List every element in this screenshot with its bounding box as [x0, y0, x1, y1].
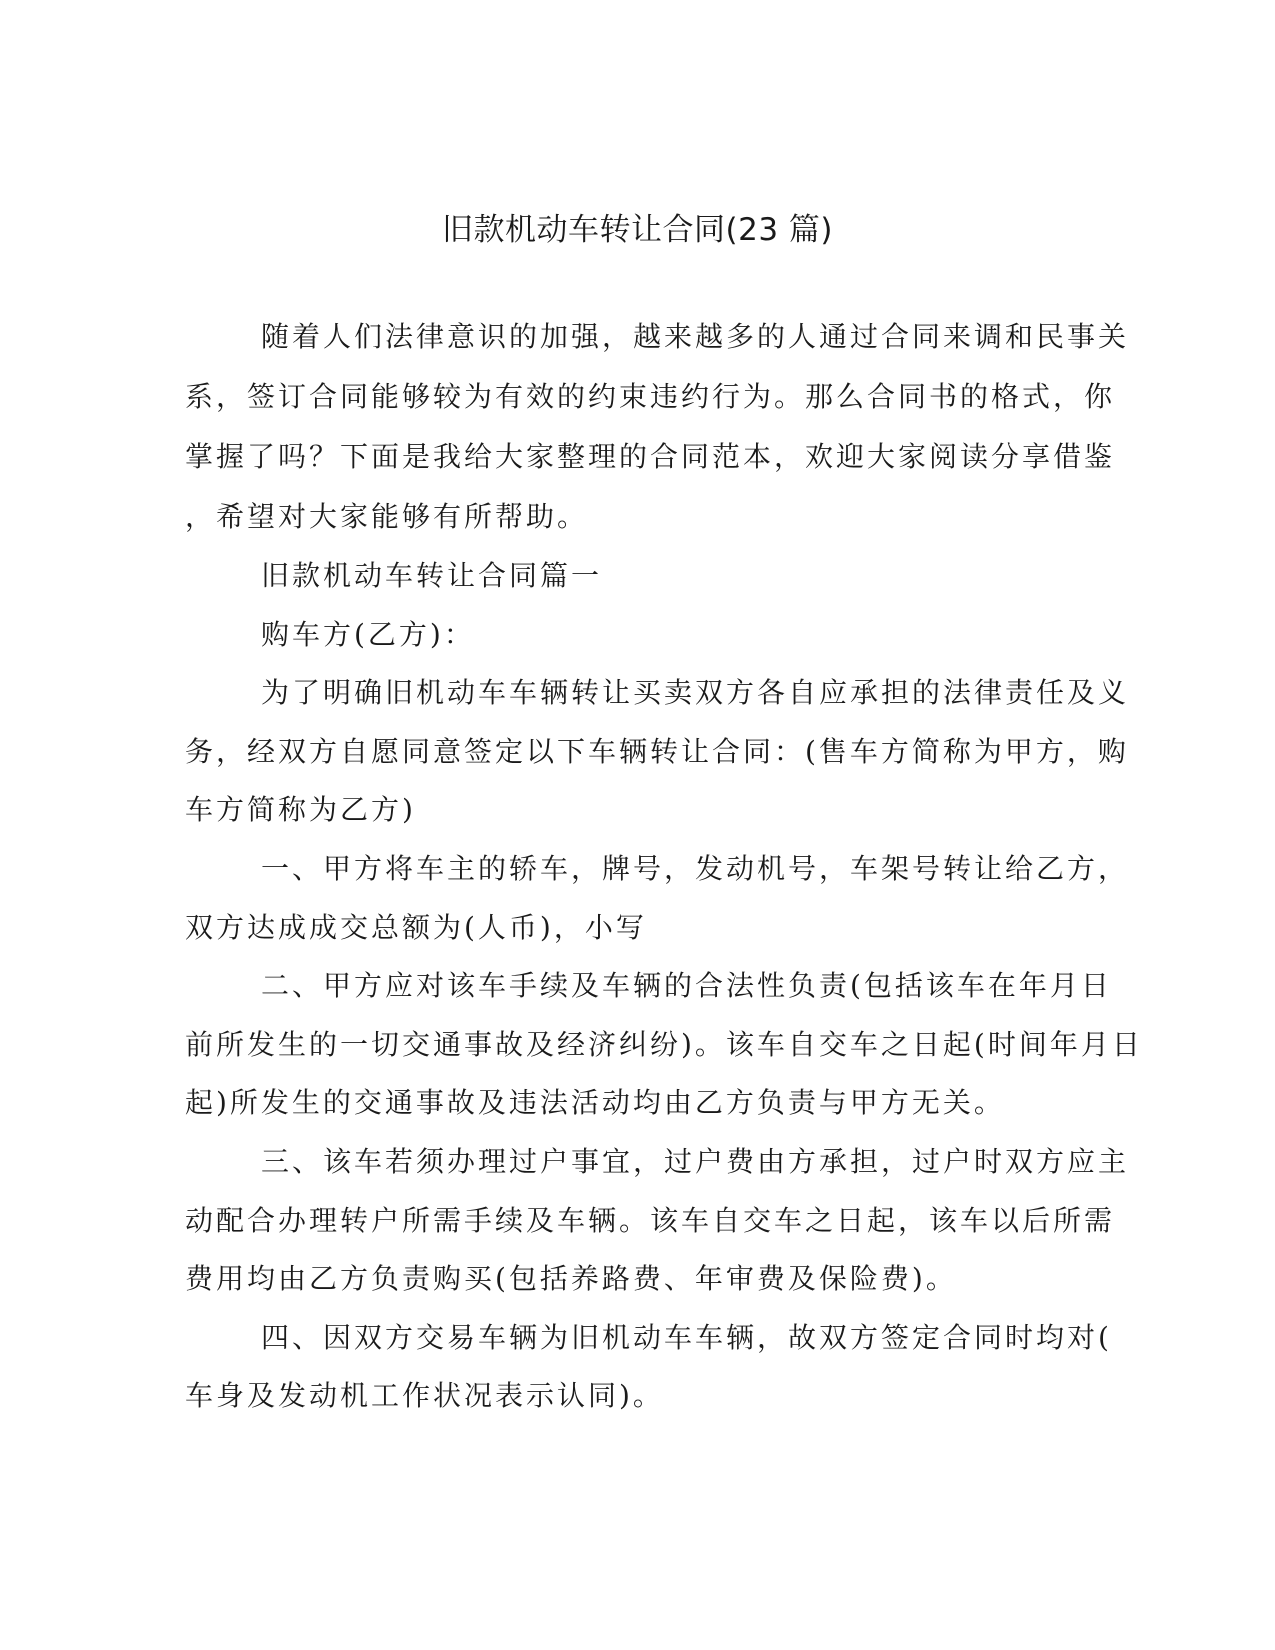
paragraph-line: 双方达成成交总额为(人币)，小写 [185, 911, 647, 944]
paragraph-line: 动配合办理转户所需手续及车辆。该车自交车之日起，该车以后所需 [185, 1204, 1116, 1237]
paragraph-line: 车身及发动机工作状况表示认同)。 [185, 1379, 664, 1412]
paragraph-line: 系，签订合同能够较为有效的约束违约行为。那么合同书的格式，你 [185, 380, 1116, 413]
paragraph-line: 为了明确旧机动车车辆转让买卖双方各自应承担的法律责任及义 [261, 676, 1130, 709]
section-heading: 旧款机动车转让合同篇一 [261, 559, 603, 592]
paragraph-line: 费用均由乙方负责购买(包括养路费、年审费及保险费)。 [185, 1262, 957, 1295]
paragraph-line: 掌握了吗？下面是我给大家整理的合同范本，欢迎大家阅读分享借鉴 [185, 440, 1116, 473]
paragraph-line: 一、甲方将车主的轿车，牌号，发动机号，车架号转让给乙方， [261, 852, 1130, 885]
paragraph-line: 起)所发生的交通事故及违法活动均由乙方负责与甲方无关。 [185, 1086, 1005, 1119]
paragraph-line: ，希望对大家能够有所帮助。 [185, 500, 589, 533]
paragraph-line: 购车方(乙方)： [261, 618, 475, 651]
paragraph-line: 二、甲方应对该车手续及车辆的合法性负责(包括该车在年月日 [261, 969, 1112, 1002]
paragraph-line: 车方简称为乙方) [185, 793, 416, 826]
document-title: 旧款机动车转让合同(23 篇) [442, 212, 833, 248]
paragraph-line: 三、该车若须办理过户事宜，过户费由方承担，过户时双方应主 [261, 1145, 1130, 1178]
paragraph-line: 随着人们法律意识的加强，越来越多的人通过合同来调和民事关 [261, 320, 1130, 353]
paragraph-line: 四、因双方交易车辆为旧机动车车辆，故双方签定合同时均对( [261, 1321, 1112, 1354]
paragraph-line: 务，经双方自愿同意签定以下车辆转让合同：(售车方简称为甲方，购 [185, 735, 1129, 768]
paragraph-line: 前所发生的一切交通事故及经济纠纷)。该车自交车之日起(时间年月日 [185, 1028, 1143, 1061]
